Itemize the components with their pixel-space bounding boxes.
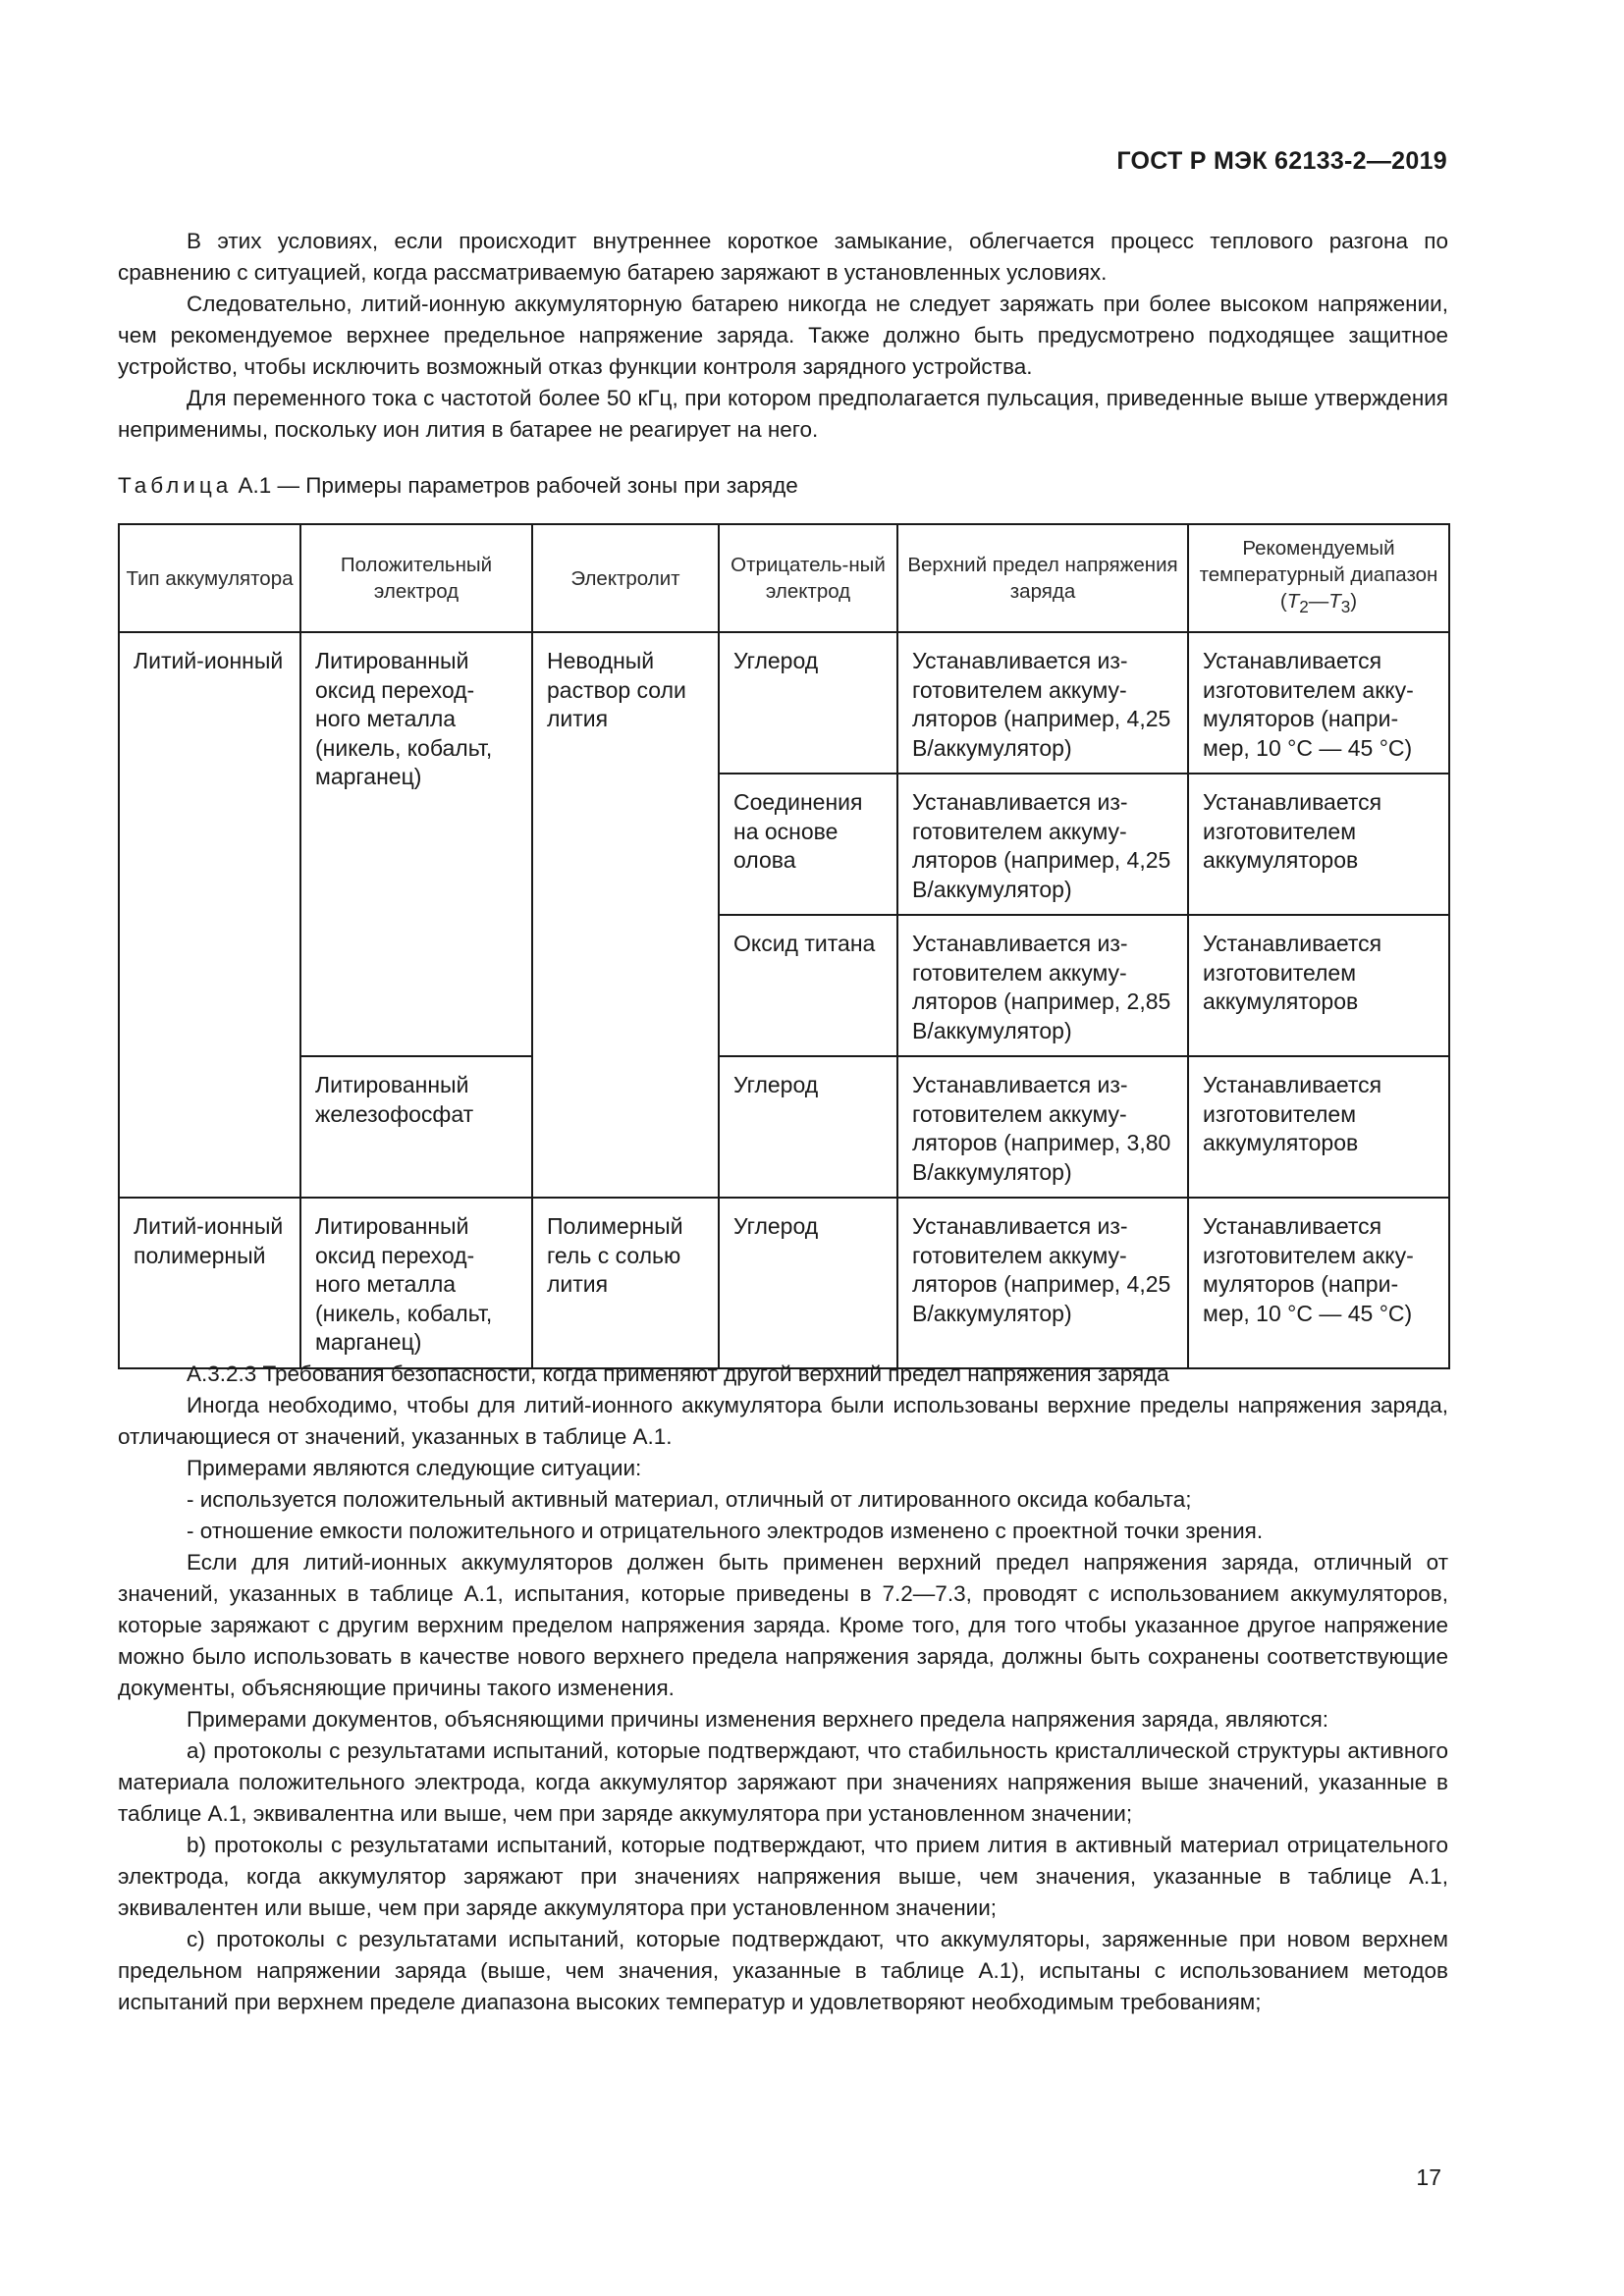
header-positive-electrode: Положительный электрод — [300, 524, 532, 632]
table-caption — [118, 473, 798, 499]
cell-upper-voltage: Устанавливается из-готовителем аккуму-ляторов (например, 2,85 В/аккумулятор) — [897, 915, 1188, 1056]
list-item: с) протоколы с результатами испытаний, которые подтверждают, что аккумуляторы, заряженные при новом верхнем предельном напряжении заряда (выше, чем значения, указанные в таблице А.1), испытаны с использованием методов испытаний при верхнем пределе диапазона высоких температур и удовлетворяют необходимым требованиям; — [118, 1927, 1448, 2014]
paragraph: Для переменного тока с частотой более 50 кГц, при котором предполагается пульсация, приведенные выше утверждения неприменимы, поскольку ион лития в батарее не реагирует на него. — [118, 386, 1448, 442]
table-row — [119, 1198, 1449, 1368]
cell-positive-electrode: Литированный оксид переход-ного металла (никель, кобальт, марганец) — [300, 632, 532, 1056]
header-upper-voltage: Верхний предел напряжения заряда — [897, 524, 1188, 632]
cell-negative-electrode: Соединения на основе олова — [719, 774, 897, 915]
paragraph: Примерами документов, объясняющими причины изменения верхнего предела напряжения заряда, являются: — [187, 1707, 1329, 1732]
cell-upper-voltage: Устанавливается из-готовителем аккуму-ляторов (например, 4,25 В/аккумулятор) — [897, 1198, 1188, 1368]
intro-text — [118, 226, 1448, 446]
cell-positive-electrode: Литированный железофосфат — [300, 1056, 532, 1198]
cell-negative-electrode: Углерод — [719, 1056, 897, 1198]
table-header-row — [119, 524, 1449, 632]
paragraph: Если для литий-ионных аккумуляторов должен быть применен верхний предел напряжения заряда, отличный от значений, указанных в таблице А.1, испытания, которые приведены в 7.2—7.3, проводят с использованием аккумуляторов, которые заряжают с другим верхним пределом напряжения заряда. Кроме того, для того чтобы указанное другое напряжение можно было использовать в качестве нового верхнего предела напряжения заряда, должны быть сохранены соответствующие документы, объясняющие причины такого изменения. — [118, 1550, 1448, 1700]
charge-parameters-table — [118, 523, 1450, 1369]
cell-battery-type: Литий-ионный полимерный — [119, 1198, 300, 1368]
table-caption-label: Таблица — [118, 473, 233, 498]
header-temperature-range: Рекомендуемый температурный диапазон $(T_2—T_3)$ — [1188, 524, 1449, 632]
paragraph: Следовательно, литий-ионную аккумуляторную батарею никогда не следует заряжать при более высоком напряжении, чем рекомендуемое верхнее предельное напряжение заряда. Также должно быть предусмотрено подходящее защитное устройство, чтобы исключить возможный отказ функции контроля зарядного устройства. — [118, 292, 1448, 379]
paragraph: В этих условиях, если происходит внутреннее короткое замыкание, облегчается процесс теплового разгона по сравнению с ситуацией, когда рассматриваемую батарею заряжают в установленных условиях. — [118, 229, 1448, 285]
header-battery-type: Тип аккумулятора — [119, 524, 300, 632]
cell-temperature-range: Устанавливается изготовителем акку-муляторов (напри-мер, 10 °С — 45 °С) — [1188, 632, 1449, 774]
page-number: 17 — [1416, 2164, 1441, 2190]
section-heading: А.3.2.3 Требования безопасности, когда применяют другой верхний предел напряжения заряда — [187, 1362, 1169, 1386]
cell-temperature-range: Устанавливается изготовителем аккумуляторов — [1188, 774, 1449, 915]
cell-electrolyte: Полимерный гель с солью лития — [532, 1198, 719, 1368]
body-text — [118, 1359, 1448, 2018]
cell-negative-electrode: Углерод — [719, 632, 897, 774]
cell-battery-type: Литий-ионный — [119, 632, 300, 1198]
cell-electrolyte: Неводный раствор соли лития — [532, 632, 719, 1198]
header-electrolyte: Электролит — [532, 524, 719, 632]
paragraph: Иногда необходимо, чтобы для литий-ионного аккумулятора были использованы верхние пределы напряжения заряда, отличающиеся от значений, указанных в таблице А.1. — [118, 1393, 1448, 1449]
cell-temperature-range: Устанавливается изготовителем аккумуляторов — [1188, 915, 1449, 1056]
cell-upper-voltage: Устанавливается из-готовителем аккуму-ляторов (например, 3,80 В/аккумулятор) — [897, 1056, 1188, 1198]
cell-upper-voltage: Устанавливается из-готовителем аккуму-ляторов (например, 4,25 В/аккумулятор) — [897, 632, 1188, 774]
cell-temperature-range: Устанавливается изготовителем аккумуляторов — [1188, 1056, 1449, 1198]
list-item: - отношение емкости положительного и отрицательного электродов изменено с проектной точки зрения. — [187, 1519, 1264, 1543]
table-caption-title: А.1 — Примеры параметров рабочей зоны при заряде — [232, 473, 798, 498]
cell-negative-electrode: Оксид титана — [719, 915, 897, 1056]
list-item: - используется положительный активный материал, отличный от литированного оксида кобальта; — [187, 1487, 1192, 1512]
header-negative-electrode: Отрицатель-ный электрод — [719, 524, 897, 632]
list-item: b) протоколы с результатами испытаний, которые подтверждают, что прием лития в активный материал отрицательного электрода, когда аккумулятор заряжают при значениях напряжения выше, чем значения, указанные в таблице А.1, эквивалентен или выше, чем при заряде аккумулятора при установленном значении; — [118, 1833, 1448, 1920]
table-row — [119, 632, 1449, 774]
table-row — [119, 1056, 1449, 1198]
list-item: а) протоколы с результатами испытаний, которые подтверждают, что стабильность кристаллической структуры активного материала положительного электрода, когда аккумулятор заряжают при значениях напряжения выше значений, указанные в таблице А.1, эквивалентна или выше, чем при заряде аккумулятора при установленном значении; — [118, 1738, 1448, 1826]
cell-negative-electrode: Углерод — [719, 1198, 897, 1368]
cell-positive-electrode: Литированный оксид переход-ного металла (никель, кобальт, марганец) — [300, 1198, 532, 1368]
paragraph: Примерами являются следующие ситуации: — [187, 1456, 642, 1480]
document-standard-id: ГОСТ Р МЭК 62133-2—2019 — [1116, 147, 1447, 175]
cell-temperature-range: Устанавливается изготовителем акку-муляторов (напри-мер, 10 °С — 45 °С) — [1188, 1198, 1449, 1368]
cell-upper-voltage: Устанавливается из-готовителем аккуму-ляторов (например, 4,25 В/аккумулятор) — [897, 774, 1188, 915]
